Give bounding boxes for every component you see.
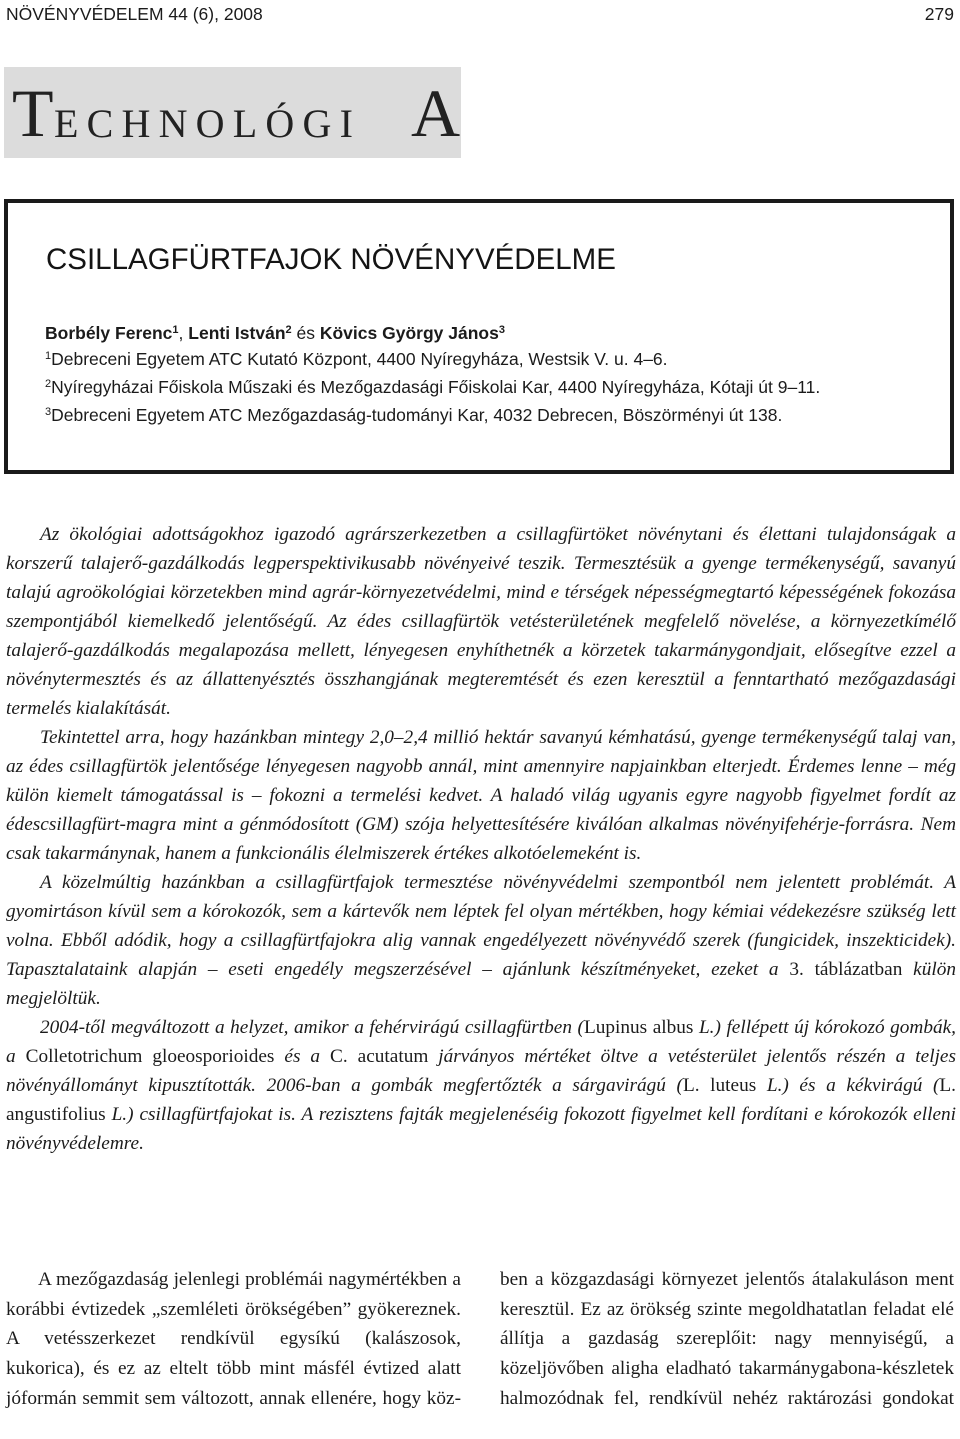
abstract-text: A közelmúltig hazánkban a csillagfürtfajok termesztése növényvédelmi szempontból nem jelentett problémát. A gyomirtáson kívül sem a kórokozók, sem a kártevők nem léptek fel olyan mértékben, hogy kémiai védekezésre szükség lett volna. Ebből adódik, hogy a csillagfürtfajokra alig vannak engedélyezett növényvédő szerek (fungicidek, inszekticidek). Tapasztalataink alapján – eseti engedély megszerzésével – ajánlunk készítményeket, ezeket a [6, 872, 956, 980]
abstract-text: külön megjelöltük. [6, 959, 956, 1009]
table-reference: 3. táblázatban [789, 959, 903, 980]
species-name: C. acutatum [330, 1046, 429, 1067]
affiliation [45, 349, 668, 370]
page-number: 279 [924, 4, 954, 24]
body-column-right [500, 1265, 954, 1414]
author-list [45, 323, 505, 344]
article-title: CSILLAGFÜRTFAJOK NÖVÉNYVÉDELME [46, 243, 616, 276]
abstract-paragraph [6, 868, 956, 1013]
section-middle-letters: ECHNOLÓGI [54, 101, 362, 146]
affiliation-text: Debreceni Egyetem ATC Mezőgazdaság-tudományi Kar, 4032 Debrecen, Böszörményi út 138. [51, 405, 783, 425]
body-paragraph: ben a közgazdasági környezet jelentős átalakuláson ment keresztül. Ez az örökség szinte megoldhatatlan feladat elé állítja a gazdaság szereplőit: nagy mennyiségű, a közeljövőben aligha eladható takarmánygabona-készletek halmozódnak fel, rendkívül nehéz raktározási gondokat [500, 1269, 954, 1409]
abstract-text: 2004-től megváltozott a helyzet, amikor a fehérvirágú csillagfürtben ( [40, 1017, 584, 1038]
species-name: Lupinus albus [583, 1017, 694, 1038]
affiliation-text: Nyíregyházai Főiskola Műszaki és Mezőgazdasági Főiskolai Kar, 4400 Nyíregyháza, Kótaji út 9–11. [51, 377, 821, 397]
author-affiliation-mark: 1 [172, 324, 179, 336]
affiliation-mark: 1 [45, 350, 52, 362]
journal-citation: NÖVÉNYVÉDELEM 44 (6), 2008 [6, 4, 263, 24]
title-box [4, 199, 954, 474]
abstract-text: L.) fellépett új kórokozó gombák, a [6, 1017, 957, 1067]
section-banner [4, 67, 461, 158]
section-last-letter: A [411, 75, 461, 151]
species-name: L. angustifolius [6, 1075, 956, 1125]
author-affiliation-mark: 3 [498, 324, 505, 336]
author-conjunction: és [291, 323, 320, 343]
body-paragraph: A mezőgazdaság jelenlegi problémái nagymértékben a korábbi évtizedek „szemléleti örökségében” gyökereznek. A vetésszerkezet rendkívül egysíkú (kalászosok, kukorica), és ez az eltelt több mint másfél évtized alatt jóformán semmit sem változott, annak ellenére, hogy köz- [6, 1269, 461, 1409]
abstract-text: L.) csillagfürtfajokat is. A rezisztens fajták megjelenéséig fokozott figyelmet kell fordítani e kórokozók elleni növényvédelemre. [6, 1104, 956, 1154]
author-separator: , [178, 323, 189, 343]
abstract-paragraph: Tekintettel arra, hogy hazánkban mintegy 2,0–2,4 millió hektár savanyú kémhatású, gyenge termékenységű talaj van, az édes csillagfürtök jelentősége lényegesen nagyobb annál, mint amennyire napjainkban elterjedt. Érdemes lenne – még külön kiemelt támogatással is – fokozni a termelési kedvet. A haladó világ ugyanis egyre nagyobb figyelmet fordít az édescsillagfürt-magra mint a génmódosított (GM) szója helyettesítésére kiválóan alkalmas növényifehérje-forrásra. Nem csak takarmánynak, hanem a funkcionális élelmiszerek értékes alkotóelemeként is. [6, 727, 956, 864]
running-head [6, 4, 954, 30]
affiliation-mark: 3 [45, 406, 52, 418]
species-name: L. luteus [682, 1075, 757, 1096]
author-affiliation-mark: 2 [285, 324, 292, 336]
affiliation-text: Debreceni Egyetem ATC Kutató Központ, 4400 Nyíregyháza, Westsik V. u. 4–6. [51, 349, 668, 369]
abstract-text: és a [274, 1046, 331, 1067]
author-name: Kövics György János [319, 323, 499, 343]
abstract-text: L.) és a kékvirágú ( [756, 1075, 940, 1096]
species-name: Colletotrichum gloeosporioides [25, 1046, 275, 1067]
affiliation-mark: 2 [45, 378, 52, 390]
body-column-left [6, 1265, 461, 1414]
abstract-text: járványos mértéket öltve a vetésterület jelentős részén a teljes növényállományt kipusztították. 2006-ban a gombák megfertőzték a sárgavirágú ( [6, 1046, 956, 1096]
abstract-paragraph: Az ökológiai adottságokhoz igazodó agrárszerkezetben a csillagfürtöket növénytani és élettani tulajdonságak a korszerű talajerő-gazdálkodás legperspektivikusabb növényeivé teszik. Termesztésük a gyenge termékenységű, savanyú talajú agroökológiai körzetekben mind agrár-környezetvédelmi, mind e térségek népességmegtartó képességének fokozása szempontjából kiemelkedő jelentőségű. Az édes csillagfürtök vetésterületének megfelelő növelése, a környezetkímélő talajerő-gazdálkodás megalapozása mellett, lényegesen enyhíthetnék a körzetek takarmánygondjait, elősegítve ezzel a növénytermesztés és az állattenyésztés összhangjának megteremtését és ezen keresztül a fenntartható mezőgazdasági termelés kialakítását. [6, 524, 956, 719]
affiliation [45, 405, 782, 426]
author-name: Lenti István [188, 323, 286, 343]
affiliation [45, 377, 820, 398]
abstract [6, 520, 956, 1158]
author-name: Borbély Ferenc [45, 323, 173, 343]
section-first-letter: T [12, 75, 54, 151]
abstract-paragraph [6, 1013, 956, 1158]
